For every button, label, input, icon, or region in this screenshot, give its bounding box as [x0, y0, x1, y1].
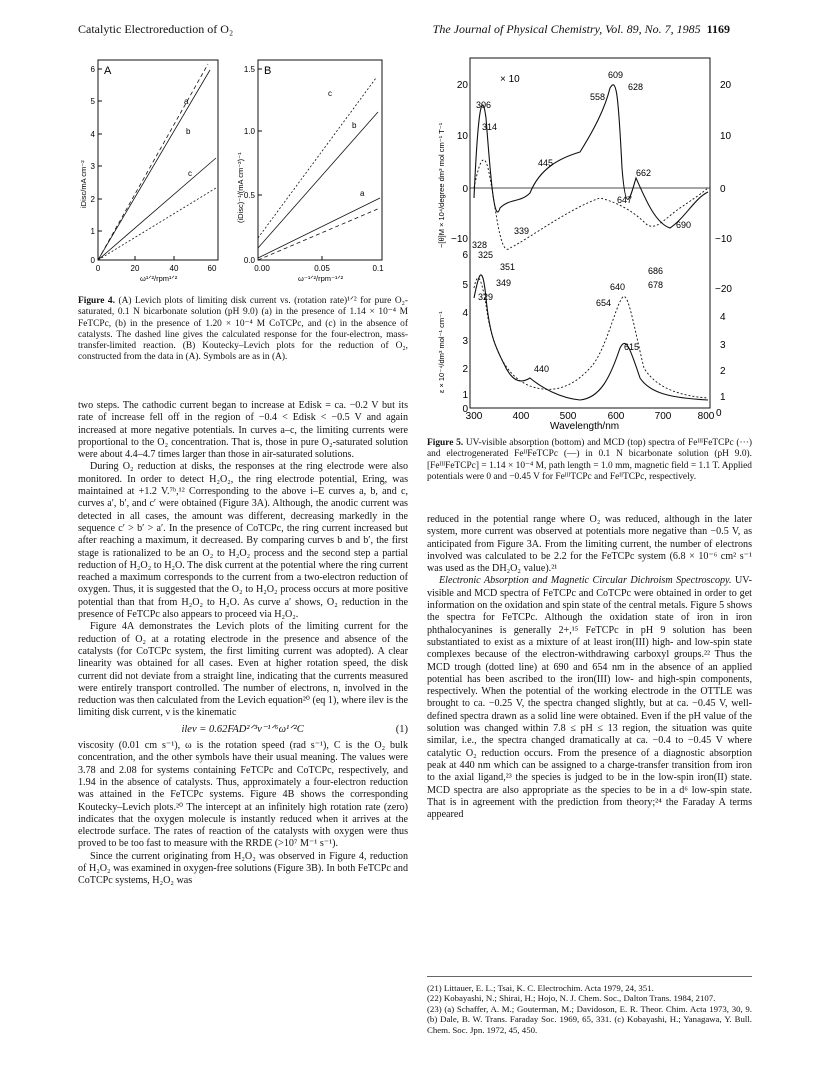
tick: 20	[130, 264, 140, 273]
curve-label-a: a	[184, 97, 189, 106]
top-left-ticks	[451, 80, 468, 245]
curve-label-a-b: a	[360, 189, 365, 198]
panel-b-yticks	[244, 65, 256, 265]
equation-formula: ilev = 0.62FAD²ᐟ³ν⁻¹ᐟ⁶ω¹ᐟ²C	[181, 723, 304, 735]
caption-text: UV-visible absorption (bottom) and MCD (top) spectra of FeᴵᴵᴵFeTCPc (···) and electrogenerated FeᴵᴵFeTCPc (—) in 0.1 N bicarbonate solution (pH 9.0). [FeᴵᴵᴵFeTCPc] = 1.14 × 10⁻⁴ M, path length = 1.0 mm, magnetic field = 1.1 T. Applied potentials were 0 and −0.45 V for FeᴵᴵᴵTCPc and FeᴵᴵTCPc, respectively.	[427, 438, 753, 482]
peak-label: 339	[514, 226, 530, 236]
bottom-right-ticks	[716, 312, 726, 419]
figure-4	[80, 48, 400, 288]
tick: 1	[90, 227, 95, 236]
peak-label: 615	[624, 342, 640, 352]
absorption-dotted-curve	[474, 278, 708, 398]
tick: 0	[95, 264, 101, 273]
panel-b-curves	[258, 78, 380, 260]
curve-label-b-b: b	[352, 121, 357, 130]
tick: 0.0	[243, 256, 255, 265]
tick: 20	[456, 80, 468, 91]
tick: 3	[720, 340, 726, 351]
tick: 3	[462, 336, 468, 347]
top-right-ticks	[715, 80, 732, 295]
peak-label: 640	[610, 282, 626, 292]
tick: 500	[559, 411, 577, 422]
figure-4-caption	[78, 296, 408, 364]
tick: 700	[654, 411, 672, 422]
paragraph: During O₂ reduction at disks, the responses at the ring electrode were also monitored. In order to detect H₂O₂, the ring electrode potential, Ering, was maintained at +1.2 V.⁷ᵇ,¹² Corresponding to the above i–E curves a, b, and c, curves a′, b′, and c′ were obtained (Figure 3A). Although, the anodic current was detected in all cases, the amount was different, decreasing markedly in the sequence c′ > b′ > a′. In the presence of CoTCPc, the ring current increased but after reaching a maximum, it decreased. By comparing curves b and b′, the first stage is rationalized to be an O₂ to H₂O₂ process and the second step a partial reduction of H₂O₂ to H₂O. The disk current at the potential where the ring current reached a maximum corresponds to the current from a two-electron reduction of oxygen. Thus, it is suggested that the O₂ to H₂O₂ process occurs at more positive potential than that from H₂O₂ to H₂O. As curve a′ shows, O₂ reduction in the presence of FeTCPc also appears to proceed via H₂O₂.	[78, 461, 408, 621]
peak-label: 351	[500, 262, 516, 272]
peak-label: 328	[472, 240, 488, 250]
tick: 0	[462, 184, 468, 195]
paragraph: viscosity (0.01 cm s⁻¹), ω is the rotation speed (rad s⁻¹), C is the O₂ bulk concentration, and the other symbols have their usual meaning. The values were 3.78 and 2.08 for systems containing FeTCPc and CoTCPc, respectively, and 1.94 in the absence of catalysts. Thus, approximately a four-electron reduction was attained in the FeTCPc systems. Figure 4B shows the corresponding Koutecky–Levich plots.²⁰ The intercept at an infinitely high rotation rate (zero) indicates that the oxygen molecule is instantly reduced when it arrives at the electrode surface. The rates of reaction of the catalysts with oxygen were thus proved to be too fast to measure with the RRDE (>10⁷ M⁻¹ s⁻¹).	[78, 740, 408, 850]
panel-a-tickmarks	[98, 69, 174, 260]
running-header-right	[433, 22, 730, 37]
tick: 0.05	[314, 264, 330, 273]
tick: 0.5	[243, 191, 255, 200]
panel-b-frame	[258, 60, 382, 260]
bottom-left-ticks	[462, 250, 468, 415]
tick: 5	[90, 97, 95, 106]
reference: (22) Kobayashi, N.; Shirai, H.; Hojo, N. J. Chem. Soc., Dalton Trans. 1984, 2107.	[427, 993, 716, 1004]
mcd-y-label: −[θ]M × 10⁴/degree dm³ mol cm⁻¹ T⁻¹	[437, 122, 446, 248]
tick: −10	[715, 234, 732, 245]
multiplier-label: × 10	[500, 74, 520, 85]
curve-c-b	[258, 78, 376, 238]
tick: 6	[462, 250, 468, 261]
curve-b	[98, 158, 216, 260]
tick: 4	[720, 312, 726, 323]
tick: −20	[715, 284, 732, 295]
curve-a	[98, 70, 210, 260]
peak-label: 690	[676, 220, 692, 230]
abs-y-label: ε × 10⁻⁴/dm³ mol⁻¹ cm⁻¹	[437, 311, 446, 393]
peak-label: 329	[478, 292, 494, 302]
tick: 0	[462, 404, 468, 415]
equation-number: (1)	[395, 723, 408, 735]
peak-label: 314	[482, 122, 498, 132]
curve-label-c-b: c	[328, 89, 332, 98]
figure-5-caption	[427, 438, 752, 483]
tick: 600	[607, 411, 625, 422]
panel-b-xlabel: ω⁻¹ᐟ²/rpm⁻¹ᐟ²	[298, 274, 344, 283]
peak-label: 662	[636, 168, 652, 178]
tick: 4	[462, 308, 468, 319]
caption-text: (A) Levich plots of limiting disk current vs. (rotation rate)¹ᐟ² for pure O₂-saturated, 0.1 N bicarbonate solution (pH 9.0) (a) in the presence of 1.14 × 10⁻⁴ M FeTCPc, (b) in the presence of 1.20 × 10⁻⁴ M CoTCPc, and (c) in the absence of catalysts. The dashed line gives the calculated response for the four-electron, mass-transfer-limited reaction. (B) Koutecky–Levich plots for the reduction of O₂, constructed from the data in (A). Symbols are as in (A).	[78, 296, 409, 363]
figure-5	[430, 48, 750, 430]
tick: 1.5	[243, 65, 255, 74]
panel-a-label: A	[104, 65, 112, 77]
tick: 0	[716, 408, 722, 419]
tick: 2	[720, 366, 726, 377]
tick: 60	[207, 264, 217, 273]
tick: 0.1	[372, 264, 384, 273]
reference: (21) Littauer, E. L.; Tsai, K. C. Electrochim. Acta 1979, 24, 351.	[427, 983, 654, 993]
curve-c	[98, 188, 216, 260]
tick: 3	[90, 162, 95, 171]
curve-label-b: b	[186, 127, 191, 136]
curve-b-b	[258, 112, 378, 248]
peak-label: 628	[628, 82, 644, 92]
peak-label: 440	[534, 364, 550, 374]
panel-a-yticks	[91, 65, 96, 265]
tick: 800	[697, 411, 715, 422]
peak-label: 609	[608, 70, 624, 80]
left-body-text	[78, 400, 408, 888]
mcd-dotted-curve	[474, 160, 708, 249]
tick: 40	[169, 264, 179, 273]
caption-label: Figure 5.	[427, 438, 464, 448]
panel-a-ylabel: iDisc/mA cm⁻²	[79, 160, 88, 208]
tick: 0	[720, 184, 726, 195]
panel-a-xticks	[96, 264, 217, 273]
page-number: 1169	[706, 22, 730, 36]
tick: 1	[462, 390, 468, 401]
peak-label: 647	[617, 195, 633, 205]
absorption-solid-curve	[474, 275, 708, 400]
tick: 0	[90, 256, 95, 265]
mcd-solid-curve	[474, 85, 708, 228]
peak-label: 654	[596, 298, 612, 308]
peak-label: 558	[590, 92, 606, 102]
peak-labels	[472, 70, 691, 374]
tick: 0.00	[254, 264, 270, 273]
tick: 2	[90, 195, 95, 204]
peak-label: 678	[648, 280, 664, 290]
levich-equation	[78, 724, 408, 736]
references	[427, 976, 752, 1035]
running-header-left: Catalytic Electroreduction of O₂	[78, 22, 234, 36]
tick: 10	[456, 131, 468, 142]
panel-a-xlabel: ω¹ᐟ²/rpm¹ᐟ²	[140, 274, 178, 283]
paragraph: Since the current originating from H₂O₂ was observed in Figure 4, reduction of H₂O₂ was examined in oxygen-free solutions (Figure 3B). In both FeTCPc and CoTCPc systems, H₂O₂ was	[78, 850, 408, 887]
tick: 4	[90, 130, 95, 139]
peak-label: 325	[478, 250, 494, 260]
peak-label: 306	[476, 100, 492, 110]
x-axis-label: Wavelength/nm	[550, 421, 620, 432]
tick: 6	[90, 65, 95, 74]
panel-a-curves	[98, 64, 216, 260]
peak-label: 686	[648, 266, 664, 276]
panel-b-xticks	[254, 264, 384, 273]
tick: −10	[451, 234, 468, 245]
tick: 1.0	[243, 127, 255, 136]
tick: 5	[462, 280, 468, 291]
figure-5-frame	[470, 58, 710, 408]
tick: 300	[465, 411, 483, 422]
tick: 1	[720, 392, 726, 403]
reference: (23) (a) Schaffer, A. M.; Gouterman, M.; Davidoson, E. R. Theor. Chim. Acta 1973, 30, 9. (b) Dale, B. W. Trans. Faraday Soc. 1969, 65, 331. (c) Kobayashi, H.; Yanagawa, Y. Bull. Chem. Soc. Jpn. 1972, 45, 450.	[427, 1003, 752, 1035]
caption-label: Figure 4.	[78, 296, 115, 306]
tick: 10	[720, 131, 732, 142]
peak-label: 445	[538, 158, 554, 168]
journal-citation: The Journal of Physical Chemistry, Vol. 89, No. 7, 1985	[432, 22, 701, 36]
curve-label-c: c	[188, 169, 192, 178]
tick: 20	[720, 80, 732, 91]
paragraph	[427, 575, 752, 821]
tick: 400	[512, 411, 530, 422]
curve-a-b	[258, 198, 380, 258]
right-body-text	[427, 514, 752, 821]
dashed-calculated-b	[258, 208, 380, 260]
panel-b-ylabel: (iDisc)⁻¹/(mA cm⁻²)⁻¹	[236, 152, 245, 223]
paragraph-text: UV-visible and MCD spectra of FeTCPc and CoTCPc were obtained in order to get information on the oxidation and spin state of the central metals. Figure 5 shows the spectra for FeTCPc. Although the oxidation state of iron in iron phthalocyanines is generally 2+,¹⁵ FeTCPc in pH 9 solution has been substantiated to exist as a mixture of at least iron(III) high- and low-spin state complexes because of the electron-withdrawing carboxyl groups.²² Thus the MCD trough (dotted line) at 690 and 654 nm in the absence of an applied potential has been ascribed to the iron(III) low- and high-spin components, respectively. When the potential of the working electrode in the OTTLE was brought to ca. −0.25 V, the spectra changed slightly, but at ca. −0.45 V, well-defined spectra drawn as a solid line were obtained. Even if the pH value of the solution was changed within 7.8 ≤ pH ≤ 13 region, the situation was quite similar, i.e., the spectra changed dramatically at ca. −0.4 to −0.45 V where catalytic O₂ reduction occurs. From the presence of a diagnostic absorption peak at 440 nm which can be assigned to a charge-transfer transition from iron to the axial ligand,²³ the species is judged to be in the low-spin iron(II) state. MCD spectra are also appropriate as the species to be in a d⁶ low-spin state. That is in agreement with the prediction from theory;²⁴ the Faraday A terms appeared	[427, 575, 752, 821]
paragraph: reduced in the potential range where O₂ was reduced, although in the later system, more current was observed at potentials more negative than −0.5 V, as anticipated from Figure 3A. From the limiting current, the number of electrons involved was calculated to be 2.2 for the FeTCPc system (6.8 × 10⁻⁶ cm² s⁻¹ was used as the DH₂O₂ value).²¹	[427, 514, 752, 575]
paragraph: two steps. The cathodic current began to increase at Edisk = ca. −0.2 V but its rate of increase fell off in the region of −0.4 < Edisk < −0.5 V and again increased at more negative potentials. In curves a–c, the limiting currents were proportional to the O₂ concentration. That is, those in pure O₂-saturated solution were about 4.4–4.7 times larger than those in air-saturated solutions.	[78, 400, 408, 461]
dashed-calculated-line	[98, 64, 208, 260]
peak-label: 349	[496, 278, 512, 288]
panel-b-label: B	[264, 65, 272, 77]
paragraph: Figure 4A demonstrates the Levich plots of the limiting current for the reduction of O₂ at a rotating electrode in the presence and absence of the catalysts (for CoTCPc system, the first limiting current was adopted). A clear linearity was obtained for all cases. Even at higher rotation speed, the disk current did not deviate from a straight line, indicating that the currents measured were entirely transport controlled. The number of electrons, n, involved in the reduction was then calculated from the Levich equation²⁰ (eq 1), where ilev is the limiting disk current, ν is the kinematic	[78, 621, 408, 719]
section-heading: Electronic Absorption and Magnetic Circular Dichroism Spectroscopy.	[439, 575, 732, 587]
tick: 2	[462, 364, 468, 375]
